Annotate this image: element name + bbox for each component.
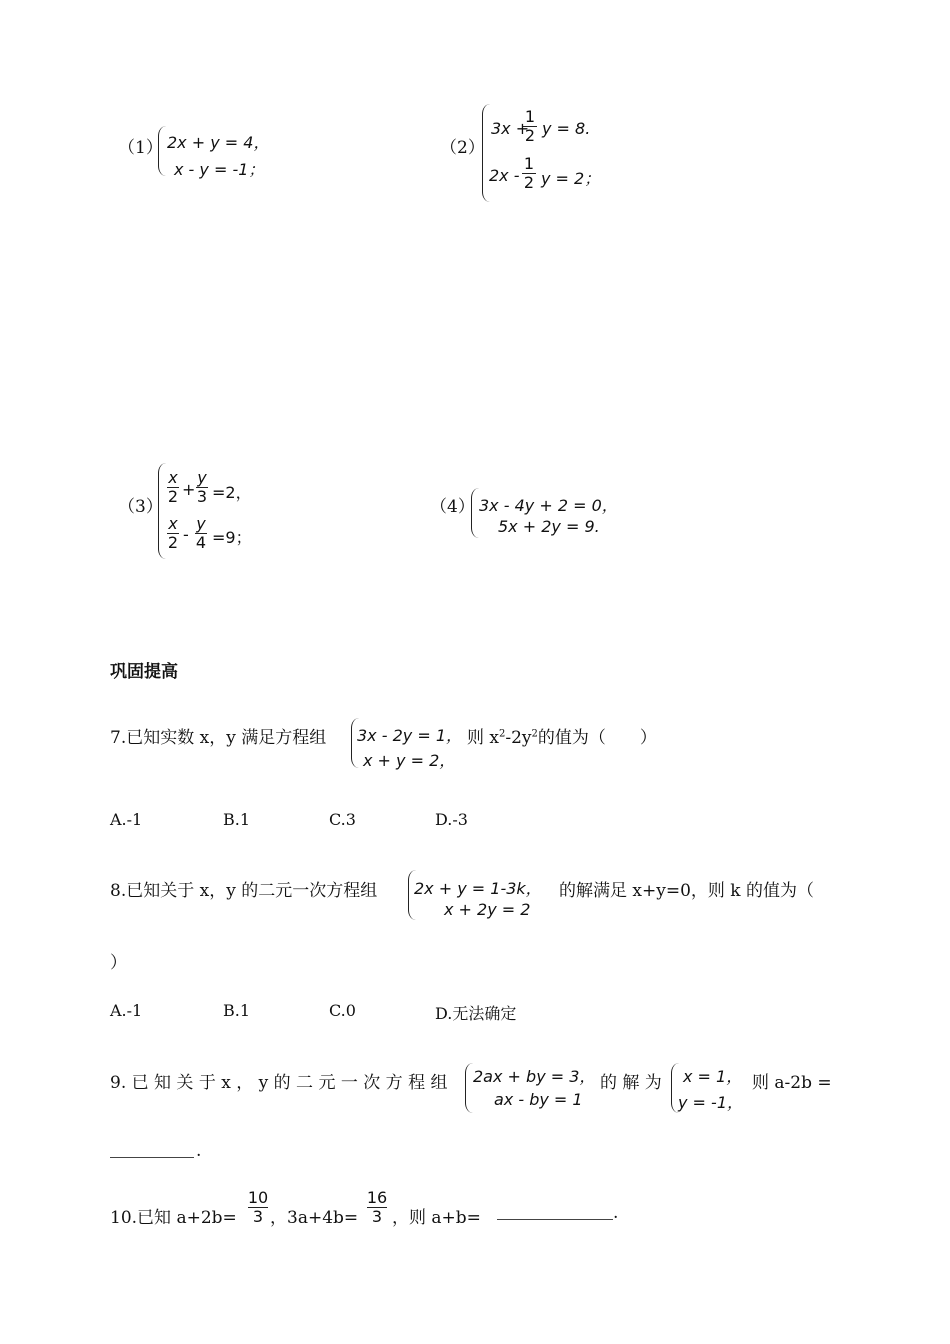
equation: x + 2y = 2 — [444, 900, 531, 919]
equation-part: 3x + — [491, 119, 530, 138]
brace — [158, 463, 166, 559]
superscript: 2 — [499, 728, 506, 740]
question-text — [467, 723, 657, 748]
option-d[interactable]: D.-3 — [435, 810, 468, 829]
period: . — [196, 1141, 202, 1161]
fraction-denominator: 2 — [524, 126, 536, 145]
fraction — [166, 515, 180, 552]
option-a[interactable]: A.-1 — [110, 1001, 143, 1020]
system-1-label: （1） — [118, 138, 163, 158]
solution: x = 1， — [683, 1067, 743, 1086]
equation: 2x + y = 1-3k， — [414, 879, 542, 898]
superscript: 2 — [531, 728, 538, 740]
fraction-numerator: y — [197, 468, 207, 487]
fraction-denominator: 2 — [167, 533, 179, 552]
fraction-denominator: 4 — [195, 533, 207, 552]
fraction — [166, 469, 180, 506]
question-text: 则 a-2b = — [752, 1073, 832, 1093]
equation-rhs: =9； — [212, 528, 252, 547]
equation: 2ax + by = 3， — [473, 1067, 596, 1086]
operator: + — [182, 480, 196, 499]
fraction-numerator: 1 — [523, 154, 535, 173]
fraction — [247, 1189, 269, 1226]
text-part: -2y — [505, 728, 532, 748]
equation: ax - by = 1 — [494, 1090, 583, 1109]
question-text: ，则 a+b= — [392, 1208, 481, 1228]
fraction-numerator: x — [168, 514, 178, 533]
fraction-denominator: 3 — [371, 1207, 383, 1226]
question-text: 的 解 为 — [600, 1073, 662, 1093]
equation-part: 2x - — [489, 166, 520, 185]
option-c[interactable]: C.3 — [329, 810, 356, 829]
equation: 2x + y = 4， — [167, 133, 270, 152]
question-text: 7.已知实数 x，y 满足方程组 — [110, 728, 327, 748]
period: . — [613, 1203, 619, 1223]
fraction-numerator: y — [196, 514, 206, 533]
fraction-numerator: 1 — [524, 107, 536, 126]
option-d[interactable]: D.无法确定 — [435, 1004, 517, 1023]
question-text: 10.已知 a+2b= — [110, 1208, 237, 1228]
question-text: ，3a+4b= — [270, 1208, 359, 1228]
brace — [482, 104, 490, 202]
fraction-denominator: 3 — [196, 487, 208, 506]
question-text: 9. 已 知 关 于 x ， y 的 二 元 一 次 方 程 组 — [110, 1073, 448, 1093]
fraction — [366, 1189, 388, 1226]
equation-part: y = 2； — [541, 169, 601, 188]
option-c[interactable]: C.0 — [329, 1001, 356, 1020]
answer-blank[interactable] — [110, 1157, 194, 1158]
fraction-numerator: 16 — [366, 1188, 388, 1207]
solution: y = -1， — [678, 1093, 744, 1112]
fraction-denominator: 2 — [167, 487, 179, 506]
equation: 5x + 2y = 9. — [498, 517, 600, 536]
equation: x - y = -1； — [174, 160, 265, 179]
equation: 3x - 2y = 1， — [357, 726, 463, 745]
fraction — [194, 515, 208, 552]
system-2-label: （2） — [440, 138, 485, 158]
text-part: 则 x — [467, 728, 499, 748]
fraction-numerator: x — [168, 468, 178, 487]
question-text: ） — [110, 953, 127, 973]
text-part: 的值为（ ） — [537, 728, 657, 748]
question-text: 的解满足 x+y=0，则 k 的值为（ — [559, 881, 815, 901]
section-title: 巩固提高 — [110, 662, 178, 682]
equation: 3x - 4y + 2 = 0， — [479, 496, 618, 515]
operator: - — [183, 525, 189, 544]
question-text: 8.已知关于 x，y 的二元一次方程组 — [110, 881, 378, 901]
option-b[interactable]: B.1 — [223, 810, 251, 829]
option-b[interactable]: B.1 — [223, 1001, 251, 1020]
fraction-numerator: 10 — [247, 1188, 269, 1207]
fraction — [521, 155, 537, 192]
brace — [471, 488, 479, 538]
equation: x + y = 2， — [363, 751, 456, 770]
answer-blank[interactable] — [497, 1219, 613, 1220]
fraction — [522, 108, 538, 145]
equation-part: y = 8. — [542, 119, 591, 138]
brace — [158, 126, 166, 176]
system-3-label: （3） — [118, 497, 163, 517]
equation-rhs: =2， — [212, 483, 252, 502]
system-4-label: （4） — [430, 497, 475, 517]
fraction-denominator: 3 — [252, 1207, 264, 1226]
brace — [465, 1063, 473, 1113]
fraction — [195, 469, 209, 506]
option-a[interactable]: A.-1 — [110, 810, 143, 829]
fraction-denominator: 2 — [523, 173, 535, 192]
